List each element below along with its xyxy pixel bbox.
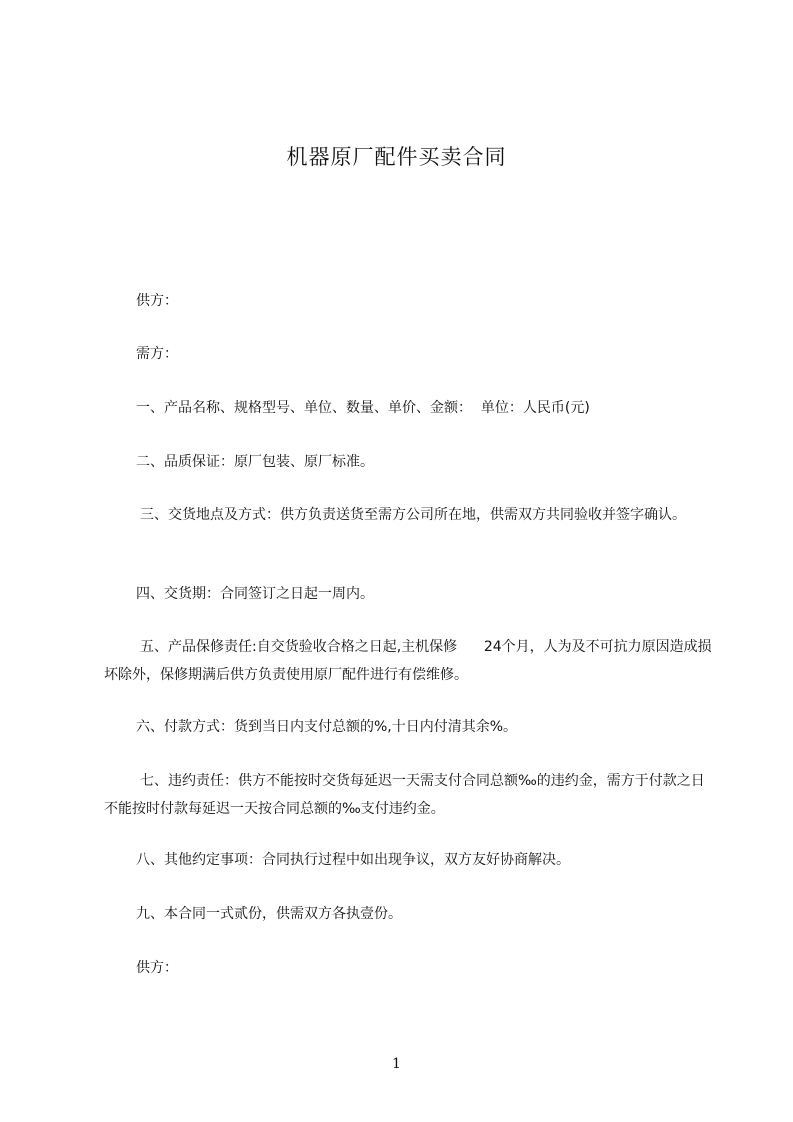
clause-8-other-terms: 八、其他约定事项：合同执行过程中如出现争议，双方友好协商解决。 bbox=[136, 852, 570, 868]
clause-3-delivery-method: 三、交货地点及方式：供方负责送货至需方公司所在地，供需双方共同验收并签字确认。 bbox=[140, 507, 686, 523]
supplier-label: 供方： bbox=[136, 293, 178, 309]
clause-7-liability: 七、违约责任：供方不能按时交货每延迟一天需支付合同总额‰的违约金，需方于付款之日不能按时付款每延迟一天按合同总额的‰支付违约金。 bbox=[104, 773, 705, 817]
clause-6-payment: 六、付款方式：货到当日内支付总额的%,十日内付清其余%。 bbox=[136, 719, 518, 735]
clause-2-quality: 二、品质保证：原厂包装、原厂标准。 bbox=[136, 454, 374, 470]
clause-4-delivery-period: 四、交货期：合同签订之日起一周内。 bbox=[136, 586, 374, 602]
page-number: 1 bbox=[392, 1056, 401, 1072]
closing-supplier-label: 供方： bbox=[136, 960, 178, 976]
clause-9-copies: 九、本合同一式贰份，供需双方各执壹份。 bbox=[136, 906, 402, 922]
clause-5-warranty: 五、产品保修责任:自交货验收合格之日起,主机保修 24个月，人为及不可抗力原因造成损坏除外，保修期满后供方负责使用原厂配件进行有偿维修。 bbox=[104, 639, 712, 683]
clause-1-products: 一、产品名称、规格型号、单位、数量、单价、金额： 单位：人民币(元) bbox=[136, 400, 590, 416]
document-title: 机器原厂配件买卖合同 bbox=[286, 145, 507, 169]
buyer-label: 需方： bbox=[136, 346, 178, 362]
